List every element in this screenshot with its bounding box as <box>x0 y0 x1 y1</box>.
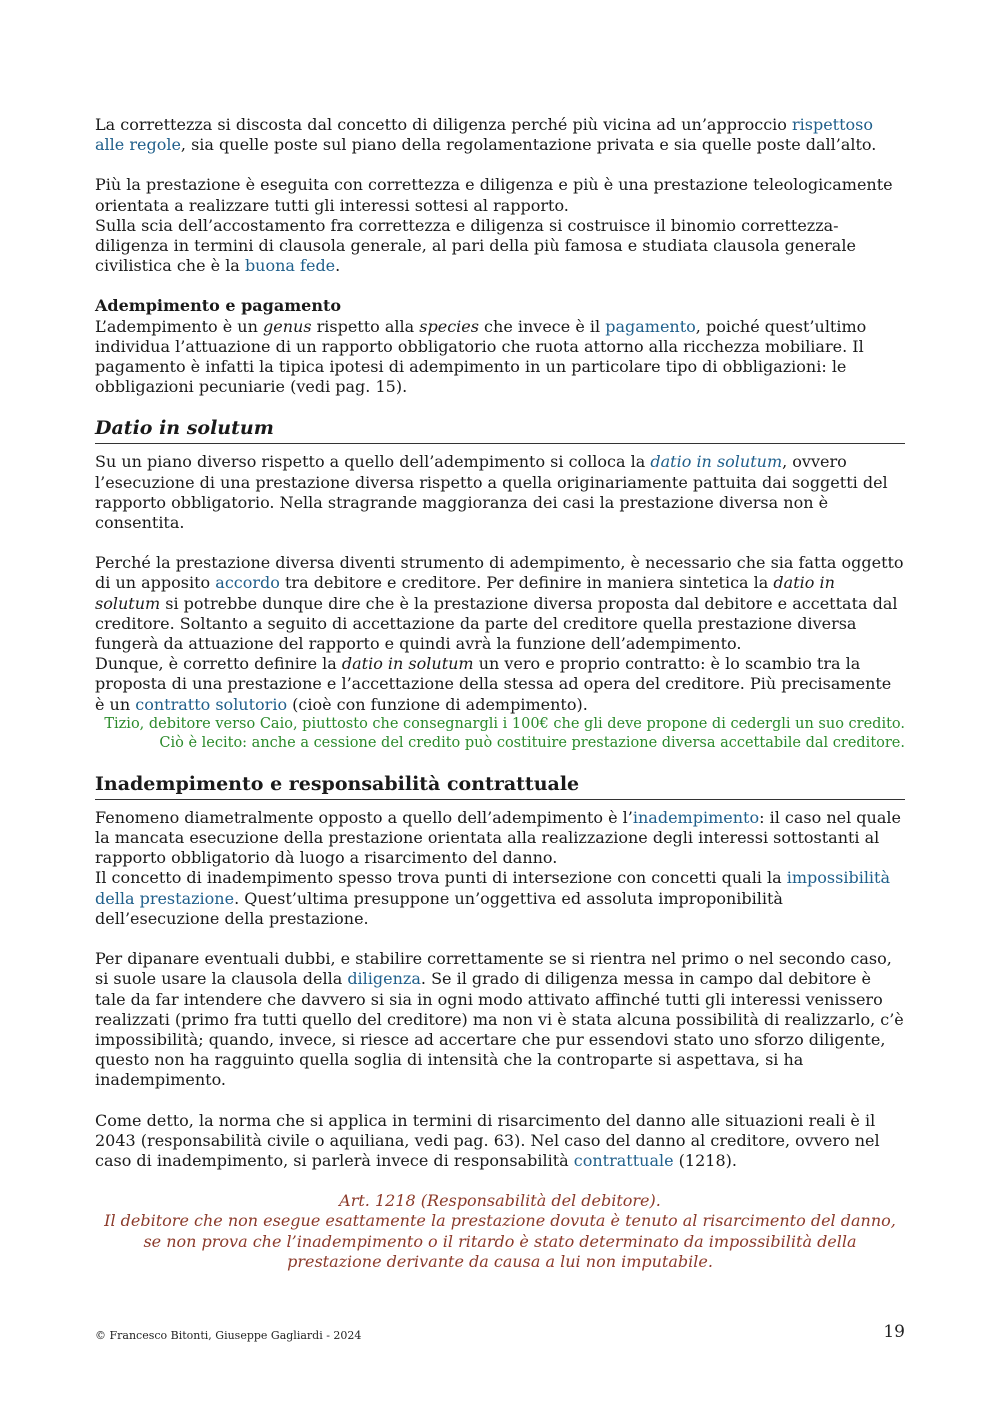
example-box <box>95 715 905 753</box>
paragraph-datio: Su un piano diverso rispetto a quello dell’adempimento si colloca la datio in solutum, ovvero l’esecuzione di una prestazione diversa rispetto a quella originariamente pattuita dai soggetti del rapporto obbligatorio. Nella stragrande maggioranza dei casi la prestazione diversa non è consentita. <box>95 452 888 533</box>
paragraph-impossibilita: Il concetto di inadempimento spesso trova punti di intersezione con concetti quali la impossibilità della prestazione. Quest’ultima presuppone un’oggettiva ed assoluta improponibilità dell’esecuzione della prestazione. <box>95 868 891 928</box>
keyword-link: rispettoso alle regole <box>95 115 874 155</box>
quote-line: se non prova che l’inadempimento o il ritardo è stato determinato da impossibilità della <box>143 1231 857 1251</box>
keyword-link: datio in solutum <box>650 452 783 472</box>
example-line: Tizio, debitore verso Caio, piuttosto che consegnargli i 100€ che gli deve propone di cedergli un suo credito. <box>104 715 905 732</box>
page-content <box>95 115 905 1272</box>
keyword-link: contratto solutorio <box>135 694 288 714</box>
paragraph-accordo: Perché la prestazione diversa diventi strumento di adempimento, è necessario che sia fatta oggetto di un apposito accordo tra debitore e creditore. Per definire in maniera sintetica la datio in solutum si potrebbe dunque dire che è la prestazione diversa proposta dal debitore e accettata dal creditore. Soltanto a seguito di accettazione da parte del creditore quella prestazione diversa fungerà da attuazione del rapporto e quindi avrà la funzione dell’adempimento. <box>95 553 904 654</box>
paragraph-contratto: Dunque, è corretto definire la datio in solutum un vero e proprio contratto: è lo scambio tra la proposta di una prestazione e l’accettazione della stessa ad opera del creditore. Più precisamente è un contratto solutorio (cioè con funzione di adempimento). <box>95 654 892 714</box>
page-number: 19 <box>883 1322 905 1342</box>
quote-line: Il debitore che non esegue esattamente la prestazione dovuta è tenuto al risarcimento del danno, <box>104 1211 896 1231</box>
keyword-link: diligenza <box>347 969 421 989</box>
section-heading-inadempimento: Inadempimento e responsabilità contrattuale <box>95 771 905 800</box>
keyword-link: contrattuale <box>573 1150 674 1170</box>
quote-line: prestazione derivante da causa a lui non imputabile. <box>287 1251 713 1271</box>
paragraph-responsabilita: Come detto, la norma che si applica in termini di risarcimento del danno alle situazioni reali è il 2043 (responsabilità civile o aquiliana, vedi pag. 63). Nel caso del danno al creditore, ovvero nel caso di inadempimento, si parlerà invece di responsabilità contrattuale (1218). <box>95 1110 880 1170</box>
keyword-link: impossibilità della prestazione <box>95 868 891 908</box>
paragraph-correttezza: La correttezza si discosta dal concetto di diligenza perché più vicina ad un’approccio rispettoso alle regole, sia quelle poste sul piano della regolamentazione privata e sia quelle poste dall’alto. <box>95 115 877 155</box>
footer-copyright: © Francesco Bitonti, Giuseppe Gagliardi - 2024 <box>95 1329 362 1342</box>
example-line: Ciò è lecito: anche a cessione del credito può costituire prestazione diversa accettabile dal creditore. <box>159 734 905 751</box>
paragraph-inadempimento: Fenomeno diametralmente opposto a quello dell’adempimento è l’inadempimento: il caso nel quale la mancata esecuzione della prestazione orientata alla realizzazione degli interessi sottostanti al rapporto obbligatorio dà luogo a risarcimento del danno. <box>95 807 901 868</box>
paragraph-adempimento: L’adempimento è un genus rispetto alla species che invece è il pagamento, poiché quest’ultimo individua l’attuazione di un rapporto obbligatorio che ruota attorno alla ricchezza mobiliare. Il pagamento è infatti la tipica ipotesi di adempimento in un particolare tipo di obbligazioni: le obbligazioni pecuniarie (vedi pag. 15). <box>95 316 867 397</box>
keyword-link: pagamento <box>605 316 696 336</box>
article-quote <box>95 1191 905 1272</box>
section-heading-datio: Datio in solutum <box>95 415 905 444</box>
quote-title: Art. 1218 (Responsabilità del debitore). <box>339 1191 661 1211</box>
keyword-link: inadempimento <box>632 807 760 827</box>
paragraph-binomio: Sulla scia dell’accostamento fra correttezza e diligenza si costruisce il binomio correttezza-diligenza in termini di clausola generale, al pari della più famosa e studiata clausola generale civilistica che è la buona fede. <box>95 215 856 276</box>
paragraph-diligenza: Per dipanare eventuali dubbi, e stabilire correttamente se si rientra nel primo o nel secondo caso, si suole usare la clausola della diligenza. Se il grado di diligenza messa in campo dal debitore è tale da far intendere che davvero si sia in ogni modo attivato affinché tutti gli interessi venissero realizzati (primo fra tutti quello del creditore) ma non vi è stata alcuna possibilità di realizzarlo, c’è impossibilità; quando, invece, si riesce ad accertare che pur essendovi stato uno sforzo diligente, questo non ha ragguinto quella soglia di intensità che la controparte si aspettava, si ha inadempimento. <box>95 949 904 1090</box>
paragraph-prestazione: Più la prestazione è eseguita con correttezza e diligenza e più è una prestazione teleologicamente orientata a realizzare tutti gli interessi sottesi al rapporto. <box>95 175 893 215</box>
subheading-adempimento: Adempimento e pagamento <box>95 296 342 316</box>
keyword-link: buona fede <box>244 256 336 276</box>
keyword-link: accordo <box>215 573 280 593</box>
